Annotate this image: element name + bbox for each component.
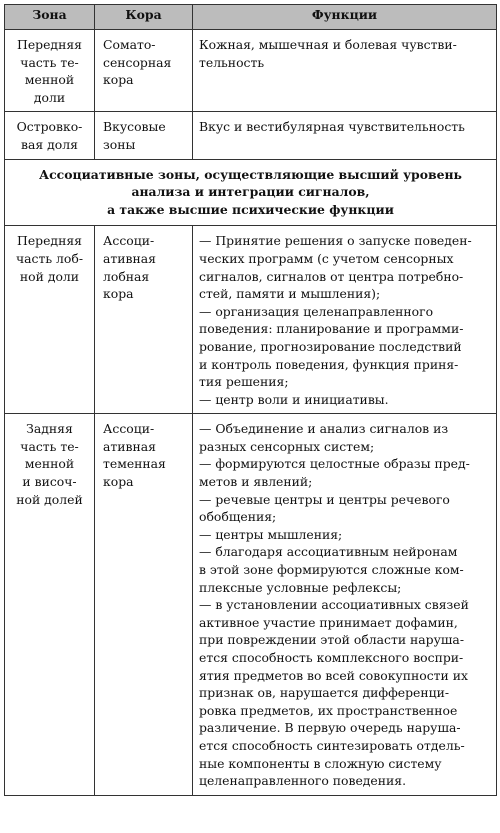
cortex-cell: Ассоци- ативная теменная кора [95, 414, 193, 795]
table-row [5, 112, 497, 159]
cortex-cell: Ассоци- ативная лобная кора [95, 226, 193, 414]
header-zone: Зона [5, 5, 95, 30]
table-row [5, 30, 497, 112]
table-row [5, 226, 497, 414]
brain-cortex-zones-table [4, 4, 497, 796]
zone-cell: Островко- вая доля [5, 112, 95, 159]
header-functions: Функции [193, 5, 497, 30]
zone-cell: Передняя часть лоб- ной доли [5, 226, 95, 414]
zone-cell: Передняя часть те- менной доли [5, 30, 95, 112]
table-row [5, 414, 497, 795]
functions-cell: Вкус и вестибулярная чувствительность [193, 112, 497, 159]
cortex-cell: Вкусовые зоны [95, 112, 193, 159]
section-heading-row [5, 159, 497, 226]
section-heading: Ассоциативные зоны, осуществляющие высший уровень анализа и интеграции сигналов, а также высшие психические функции [5, 159, 497, 226]
zone-cell: Задняя часть те- менной и височ- ной долей [5, 414, 95, 795]
table-header-row [5, 5, 497, 30]
functions-cell: Кожная, мышечная и болевая чувстви- тельность [193, 30, 497, 112]
cortex-cell: Сомато- сенсорная кора [95, 30, 193, 112]
functions-cell: — Принятие решения о запуске поведен- ческих программ (с учетом сенсорных сигналов, сигналов от центра потребно- стей, памяти и мышления); — организация целенаправленного поведения: планирование и программи- рование, прогнозирование последствий и контроль поведения, функция приня- тия решения; — центр воли и инициативы. [193, 226, 497, 414]
functions-cell: — Объединение и анализ сигналов из разных сенсорных систем; — формируются целостные образы пред- метов и явлений; — речевые центры и центры речевого обобщения; — центры мышления; — благодаря ассоциативным нейронам в этой зоне формируются сложные ком- плексные условные рефлексы; — в установлении ассоциативных связей активное участие принимает дофамин, при повреждении этой области наруша- ется способность комплексного воспри- ятия предметов во всей совокупности их признак ов, нарушается дифференци- ровка предметов, их пространственное различение. В первую очередь наруша- ется способность синтезировать отдель- ные компоненты в сложную систему целенаправленного поведения. [193, 414, 497, 795]
header-cortex: Кора [95, 5, 193, 30]
